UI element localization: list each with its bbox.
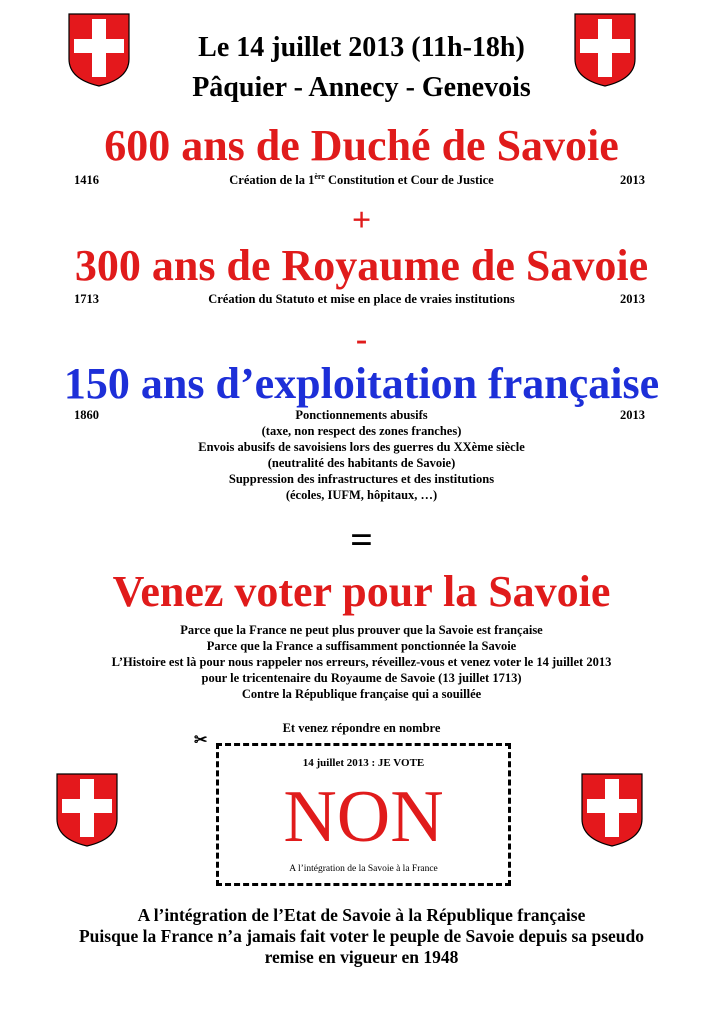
- exploitation-line: (écoles, IUFM, hôpitaux, …): [285, 488, 438, 502]
- scissors-icon: ✂: [194, 732, 208, 749]
- duche-caption-pre: Création de la 1: [229, 173, 315, 187]
- vote-reason-line: L’Histoire est là pour nous rappeler nos erreurs, réveillez-vous et venez voter le 14 juillet 2013: [111, 655, 612, 669]
- exploitation-year-start: 1860: [74, 408, 99, 422]
- duche-caption-sup: ère: [314, 171, 325, 181]
- plus-sign: +: [351, 202, 372, 239]
- duche-caption: [0, 172, 723, 188]
- exploitation-line: (neutralité des habitants de Savoie): [267, 456, 456, 470]
- vote-reason-line: pour le tricentenaire du Royaume de Savoie (13 juillet 1713): [201, 671, 522, 685]
- footer-line: Puisque la France n’a jamais fait voter le peuple de Savoie depuis sa pseudo: [78, 926, 645, 946]
- vote-title: Venez voter pour la Savoie: [112, 567, 611, 616]
- vote-call: Et venez répondre en nombre: [282, 721, 441, 735]
- duche-year-end: 2013: [620, 173, 645, 187]
- royaume-year-start: 1713: [74, 292, 99, 306]
- exploitation-list: [0, 407, 723, 503]
- duche-caption-post: Constitution et Cour de Justice: [324, 173, 494, 187]
- equals-sign: =: [350, 517, 373, 562]
- exploitation-line: Envois abusifs de savoisiens lors des guerres du XXème siècle: [198, 440, 525, 454]
- vote-reason-line: Parce que la France a suffisamment ponctionnée la Savoie: [206, 639, 517, 653]
- exploitation-year-end: 2013: [620, 408, 645, 422]
- vote-reasons: [0, 622, 723, 702]
- vote-reason-line: Parce que la France ne peut plus prouver que la Savoie est française: [180, 623, 543, 637]
- footer-line: A l’intégration de l’Etat de Savoie à la République française: [137, 905, 586, 925]
- duche-year-start: 1416: [74, 173, 99, 187]
- exploitation-line: Ponctionnements abusifs: [295, 408, 428, 422]
- royaume-year-end: 2013: [620, 292, 645, 306]
- header-date: Le 14 juillet 2013 (11h-18h): [198, 32, 525, 63]
- footer-line: remise en vigueur en 1948: [264, 947, 459, 967]
- royaume-caption: Création du Statuto et mise en place de vraies institutions: [208, 292, 515, 306]
- royaume-title: 300 ans de Royaume de Savoie: [74, 241, 649, 290]
- ballot-answer: NON: [283, 776, 444, 858]
- ballot-header: 14 juillet 2013 : JE VOTE: [302, 757, 425, 769]
- footer-text: [0, 905, 723, 968]
- savoy-shield-icon-middle-left: [56, 773, 118, 847]
- exploitation-title: 150 ans d’exploitation française: [63, 359, 660, 408]
- ballot-footer: A l’intégration de la Savoie à la France: [289, 864, 438, 874]
- savoy-shield-icon-middle-right: [581, 773, 643, 847]
- exploitation-line: Suppression des infrastructures et des institutions: [228, 472, 495, 486]
- ballot-cutout: [216, 743, 511, 886]
- minus-sign: -: [355, 321, 368, 358]
- header-location: Pâquier - Annecy - Genevois: [192, 72, 531, 103]
- duche-title: 600 ans de Duché de Savoie: [104, 121, 619, 170]
- vote-reason-line: Contre la République française qui a souillée: [241, 687, 482, 701]
- exploitation-line: (taxe, non respect des zones franches): [261, 424, 462, 438]
